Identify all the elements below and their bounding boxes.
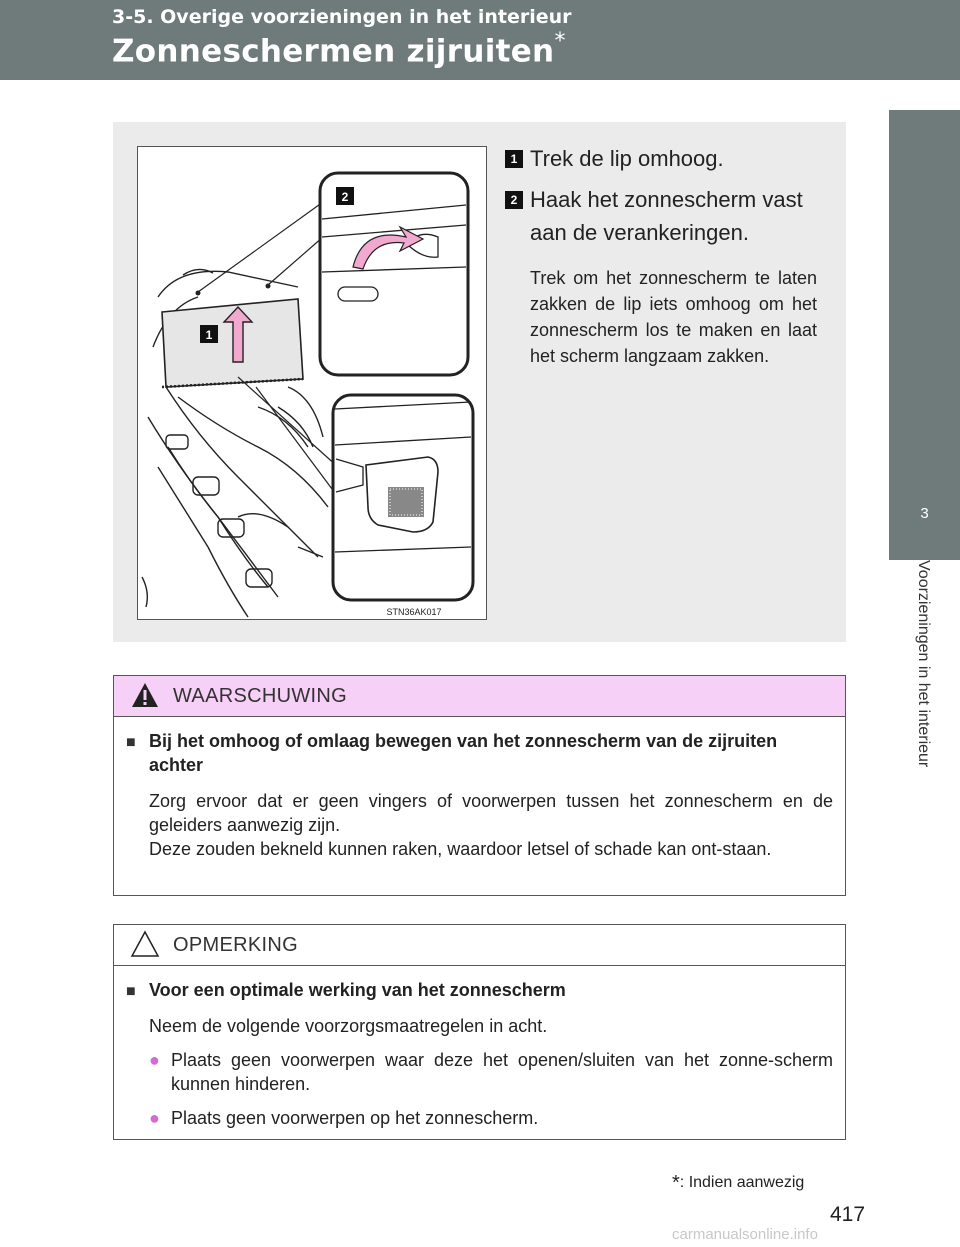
availability-mark: * [554, 29, 566, 54]
instruction-steps [505, 142, 817, 369]
bullet-dot-icon: ● [149, 1050, 160, 1070]
warning-icon [130, 681, 160, 709]
chapter-label-text: Voorzieningen in het interieur [915, 560, 932, 768]
page-number: 417 [830, 1203, 866, 1226]
warning-paragraph-2: Deze zouden bekneld kunnen raken, waardoor letsel of schade kan ont-staan. [149, 839, 772, 859]
step-1 [505, 142, 817, 175]
note-subhead [126, 978, 833, 1002]
note-bullet-2 [149, 1106, 833, 1130]
footnote-mark: * [672, 1172, 680, 1194]
bullet-dot-icon: ● [149, 1108, 160, 1128]
warning-header [114, 676, 845, 717]
caution-outline-icon [130, 930, 160, 958]
warning-label: WAARSCHUWING [173, 685, 347, 707]
step-2 [505, 183, 817, 249]
square-bullet-icon: ■ [126, 983, 136, 1000]
car-interior-drawing [138, 147, 486, 619]
section-heading: 3-5. Overige voorzieningen in het interieur [112, 6, 572, 28]
chapter-side-label [897, 560, 932, 830]
warning-subhead [126, 729, 833, 777]
chapter-tab [889, 110, 960, 560]
page-header [0, 0, 960, 80]
footnote [672, 1170, 804, 1193]
note-intro: Neem de volgende voorzorgsmaatregelen in acht. [149, 1016, 548, 1036]
sunshade-illustration [137, 146, 487, 620]
note-box [113, 924, 846, 1140]
note-header [114, 925, 845, 966]
step-1-text: Trek de lip omhoog. [530, 146, 724, 171]
note-bullet-2-text: Plaats geen voorwerpen op het zonnescherm. [171, 1108, 539, 1128]
step-2-text: Haak het zonnescherm vast aan de verankeringen. [530, 187, 803, 245]
warning-paragraph [149, 789, 833, 861]
warning-paragraph-1: Zorg ervoor dat er geen vingers of voorwerpen tussen het zonnescherm en de geleiders aanwezig zijn. [149, 791, 833, 835]
callout-2-label: 2 [341, 190, 349, 204]
square-bullet-icon: ■ [126, 734, 136, 751]
warning-box [113, 675, 846, 896]
page-title-text: Zonneschermen zijruiten [112, 33, 555, 70]
warning-subhead-text: Bij het omhoog of omlaag bewegen van het zonnescherm van de zijruiten achter [149, 731, 778, 775]
footnote-text: : Indien aanwezig [679, 1174, 805, 1191]
note-body [114, 966, 845, 1144]
note-bullet-1 [149, 1048, 833, 1096]
note-label: OPMERKING [173, 934, 298, 956]
callout-1-label: 1 [205, 328, 213, 342]
note-bullet-1-text: Plaats geen voorwerpen waar deze het openen/sluiten van het zonne-scherm kunnen hinderen. [171, 1050, 833, 1094]
page-title [112, 31, 566, 69]
step-1-number: 1 [505, 150, 523, 168]
step-2-number: 2 [505, 191, 523, 209]
chapter-number: 3 [920, 505, 929, 522]
note-subhead-text: Voor een optimale werking van het zonnescherm [149, 980, 566, 1000]
step-note: Trek om het zonnescherm te laten zakken de lip iets omhoog om het zonnescherm los te maken en laat het scherm langzaam zakken. [530, 268, 817, 366]
image-code: STN36AK017 [386, 607, 442, 617]
watermark: carmanualsonline.info [672, 1226, 818, 1243]
warning-body [114, 717, 845, 875]
